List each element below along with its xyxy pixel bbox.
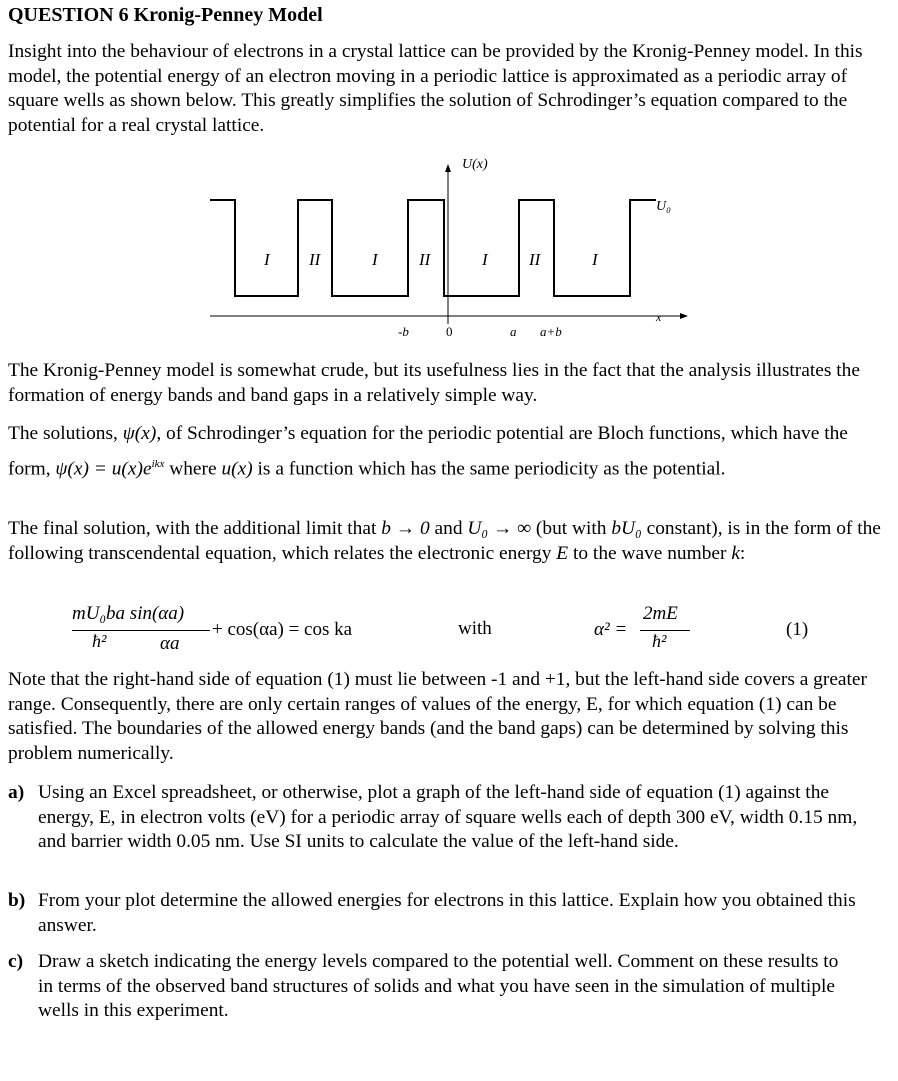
psi-symbol: ψ(x): [122, 423, 157, 444]
region-label: II: [419, 250, 431, 269]
region-label: I: [592, 250, 598, 269]
eq-with: with: [458, 618, 492, 639]
eq-number: (1): [786, 619, 809, 640]
y-axis-label: U(x): [462, 157, 488, 172]
intro-paragraph: Insight into the behaviour of electrons in a crystal lattice can be provided by the Kronig-Penney model. In this model, the potential energy of an electron moving in a periodic lattice is approximated as a periodic array of square wells as shown below. This greatly simplifies the solution of Schrodinger’s equation compared to the potential for a real crystal lattice.: [8, 41, 863, 136]
x-axis-label: x: [656, 310, 662, 324]
potential-profile: [210, 200, 656, 296]
item-text: Using an Excel spreadsheet, or otherwise, plot a graph of the left-hand side of equation (1) against the energy, E, in electron volts (eV) for a periodic array of square wells each of depth 300 eV, width 0.15 nm, and barrier width 0.05 nm. Use SI units to calculate the value of the left-hand side.: [38, 782, 858, 852]
region-label: II: [309, 250, 321, 269]
item-label: c): [8, 951, 24, 972]
eq-rhs-numerator: 2mE: [643, 603, 678, 624]
tick-label: -b: [398, 324, 409, 339]
region-label: II: [529, 250, 541, 269]
item-label: b): [8, 890, 26, 911]
eq-rhs-den: ħ²: [652, 631, 667, 651]
tick-label: a: [510, 324, 517, 339]
item-text: From your plot determine the allowed energies for electrons in this lattice. Explain how you obtained this answer.: [38, 890, 856, 936]
eq-lhs-den-hbar: ħ²: [92, 631, 107, 651]
eq-rest: + cos(αa) = cos ka: [212, 619, 353, 640]
question-item-a: [8, 781, 888, 881]
tick-label: a+b: [540, 324, 562, 339]
region-label: I: [372, 250, 378, 269]
question-title: QUESTION 6 Kronig-Penney Model: [8, 4, 323, 26]
x-axis-arrow: [680, 313, 688, 319]
final-solution-paragraph: The final solution, with the additional limit that b → 0 and U₀ → ∞ (but with bU₀ constant), is in the form of the following transcendental equation, which relates the electronic energy E to the wave number k:: [8, 518, 881, 564]
eq-lhs-numerator: mU₀ba sin(αa): [72, 603, 185, 624]
region-label: I: [264, 250, 270, 269]
item-label: a): [8, 782, 25, 803]
eq-alpha-squared: α² =: [594, 619, 628, 640]
region-label: I: [482, 250, 488, 269]
item-text: Draw a sketch indicating the energy levels compared to the potential well. Comment on these results to in terms of the observed band structures of solids and what you have seen in the simulation of multiple wells in this experiment.: [38, 951, 839, 1021]
crude-paragraph: The Kronig-Penney model is somewhat crude, but its usefulness lies in the fact that the analysis illustrates the formation of energy bands and band gaps in a relatively simple way.: [8, 360, 860, 406]
tick-label: 0: [446, 324, 453, 339]
note-paragraph: Note that the right-hand side of equation (1) must lie between -1 and +1, but the left-hand side covers a greater range. Consequently, there are only certain ranges of values of the energy, E, for which equation (1) can be satisfied. The boundaries of the allowed energy bands (and the band gaps) can be determined by solving this problem numerically.: [8, 669, 867, 764]
bloch-paragraph: The solutions, ψ(x), of Schrodinger’s equation for the periodic potential are Bloch functions, which have the form, $\psi(x) = u(x)e^{ikx}$ where u(x) is a function which has the same periodicity as the potential.: [8, 423, 848, 480]
u0-label: U₀: [656, 199, 671, 214]
eq-lhs-den-alpha: αa: [160, 633, 180, 654]
question-item-b: [8, 889, 888, 939]
question-item-c: [8, 950, 888, 1025]
potential-diagram: [200, 150, 700, 345]
bloch-formula: ψ(x) = u(x)e: [55, 458, 152, 480]
y-axis-arrow: [445, 164, 451, 172]
